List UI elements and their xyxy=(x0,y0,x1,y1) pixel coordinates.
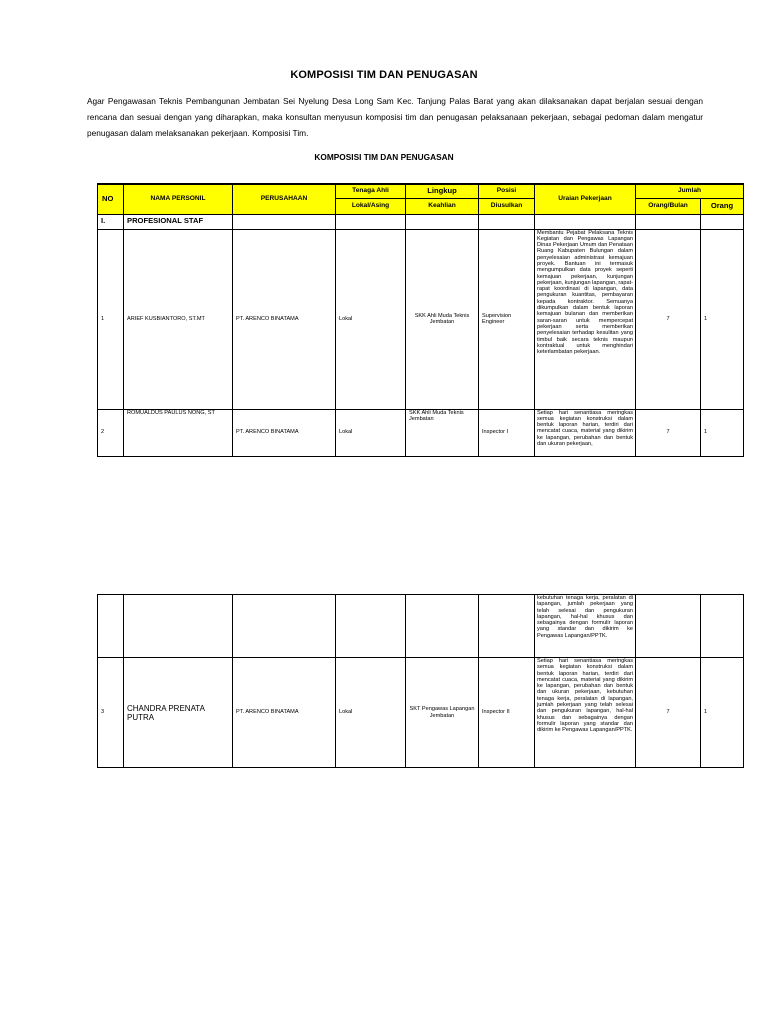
section-row xyxy=(98,214,744,229)
row-orang: 1 xyxy=(701,658,744,768)
row-orang: 1 xyxy=(701,409,744,456)
row-perusahaan: PT. ARENCO BINATAMA xyxy=(233,658,336,768)
document-title: KOMPOSISI TIM DAN PENUGASAN xyxy=(290,69,478,81)
table-row xyxy=(98,409,744,456)
row-uraian: Setiap hari senantiasa meringkas semua kegiatan konstruksi dalam bentuk laporan harian, terdiri dari mencatat cuaca, material yang dikirim ke lapangan, perubahan dan bentuk dan ukuran pekerjaan, kebutuhan tenaga kerja, peralatan di lapangan, jumlah pekerjaan yang telah selesai dan pengukuran lapangan, hal-hal khusus dan sebagainya dengan formulir laporan yang standar dan dikirim ke Pengawas Lapangan/PPTK. xyxy=(535,658,636,768)
row-nama: ARIEF KUSBIANTORO, ST.MT xyxy=(124,229,233,409)
row-orang-bulan: 7 xyxy=(636,229,701,409)
header-perusahaan: PERUSAHAAN xyxy=(233,184,336,214)
row-lokal: Lokal xyxy=(336,409,406,456)
row-orang-bulan: 7 xyxy=(636,409,701,456)
header-lingkup: Lingkup xyxy=(406,184,479,198)
header-diusulkan: Diusulkan xyxy=(479,198,535,214)
header-keahlian: Keahlian xyxy=(406,198,479,214)
team-composition-table-continued xyxy=(97,594,744,768)
row-keahlian: SKT Pengawas Lapangan Jembatan xyxy=(406,658,479,768)
row-nama: ROMUALDUS PAULUS NONG, ST xyxy=(124,409,233,456)
header-no: NO xyxy=(98,184,124,214)
table-title: KOMPOSISI TIM DAN PENUGASAN xyxy=(314,152,454,162)
header-tenaga-ahli: Tenaga Ahli xyxy=(336,184,406,198)
table-row xyxy=(98,658,744,768)
intro-paragraph: Agar Pengawasan Teknis Pembangunan Jembatan Sei Nyelung Desa Long Sam Kec. Tanjung Palas Barat yang akan dilaksanakan dapat berjalan sesuai dengan rencana dan sesuai dengan yang diharapkan, maka konsultan menyusun komposisi tim dan penugasan pelaksanaan pekerjaan, sebagai pedoman dalam mengatur penugasan dalam melaksanakan pekerjaan. Komposisi Tim. xyxy=(87,96,703,138)
row-orang-bulan: 7 xyxy=(636,658,701,768)
row-keahlian: SKK Ahli Muda Teknis Jembatan xyxy=(406,229,479,409)
row-lokal: Lokal xyxy=(336,658,406,768)
row-posisi: Supervision Engineer xyxy=(479,229,535,409)
row-orang: 1 xyxy=(701,229,744,409)
header-jumlah: Jumlah xyxy=(636,184,744,198)
header-uraian: Uraian Pekerjaan xyxy=(535,184,636,214)
header-lokal-asing: Lokal/Asing xyxy=(336,198,406,214)
row-uraian: Setiap hari senantiasa meringkas semua kegiatan konstruksi dalam bentuk laporan harian, terdiri dari mencatat cuaca, material yang dikirim ke lapangan, perubahan dan bentuk dan ukuran pekerjaan, xyxy=(535,409,636,456)
row-uraian-continuation: kebutuhan tenaga kerja, peralatan di lapangan, jumlah pekerjaan yang telah selesai dan pengukuran lapangan, hal-hal khusus dan sebagainya dengan formulir laporan yang standar dan dikirim ke Pengawas Lapangan/PPTK. xyxy=(535,595,636,658)
header-orang-bulan: Orang/Bulan xyxy=(636,198,701,214)
section-no: I. xyxy=(98,214,124,229)
row-keahlian: SKK Ahli Muda Teknis Jembatan xyxy=(406,409,479,456)
row-posisi: Inspector II xyxy=(479,658,535,768)
row-no: 2 xyxy=(98,409,124,456)
row-perusahaan: PT. ARENCO BINATAMA xyxy=(233,229,336,409)
row-perusahaan: PT. ARENCO BINATAMA xyxy=(233,409,336,456)
section-label: PROFESIONAL STAF xyxy=(124,214,233,229)
header-posisi: Posisi xyxy=(479,184,535,198)
header-row-1 xyxy=(98,184,744,198)
team-composition-table xyxy=(97,183,744,457)
row-posisi: Inspector I xyxy=(479,409,535,456)
row-lokal: Lokal xyxy=(336,229,406,409)
table-row xyxy=(98,595,744,658)
header-orang: Orang xyxy=(701,198,744,214)
table-row xyxy=(98,229,744,409)
row-uraian: Membantu Pejabat Pelaksana Teknis Kegiatan dan Pengawas Lapangan Dinas Pekerjaan Umum dan Penataan Ruang Kabupaten Bulungan dalam penyelesaian administrasi kemajuan proyek. Bantuan ini termasuk mengumpulkan data proyek seperti kemajuan pekerjaan, kunjungan pekerjaan, kunjungan lapangan, rapat-rapat koordinasi di lapangan, data pengukuran kuantitas, pembayaran kepada kontraktor. Semuanya dikumpulkan dalam bentuk laporan kemajuan bulanan dan memberikan saran-saran untuk mempercepat pekerjaan serta memberikan penyelesaian terhadap kesulitan yang timbul baik secara teknis maupun kontraktual untuk menghindari keterlambatan pekerjaan. xyxy=(535,229,636,409)
row-no: 1 xyxy=(98,229,124,409)
row-no: 3 xyxy=(98,658,124,768)
row-nama: CHANDRA PRENATA PUTRA xyxy=(124,658,233,768)
header-nama: NAMA PERSONIL xyxy=(124,184,233,214)
